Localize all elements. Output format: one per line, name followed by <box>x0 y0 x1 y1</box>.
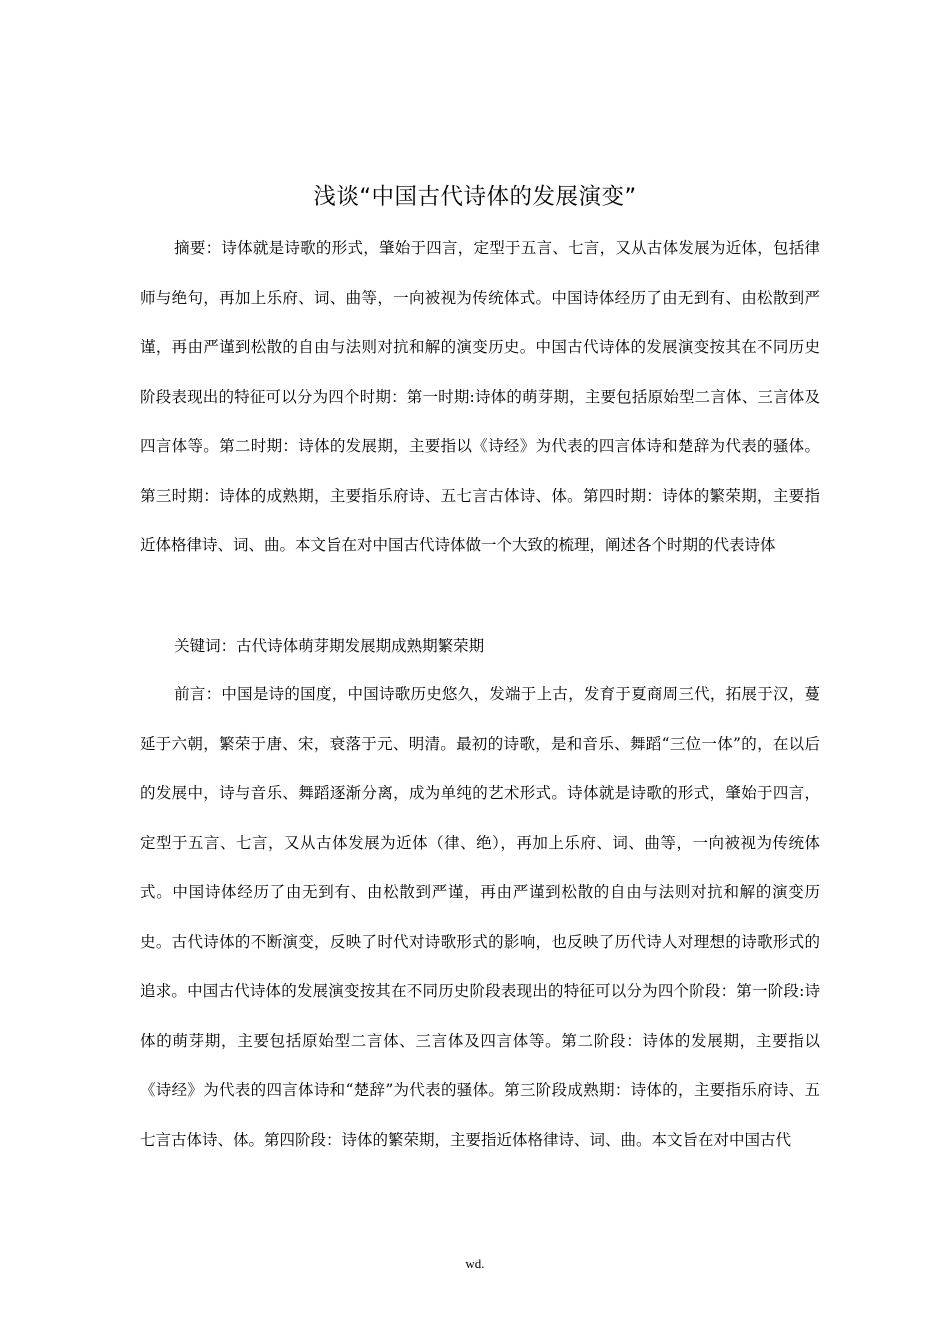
preface-section <box>140 670 820 1165</box>
keywords-paragraph: 关键词：古代诗体萌芽期发展期成熟期繁荣期 <box>174 637 485 655</box>
abstract-paragraph: 摘要：诗体就是诗歌的形式，肇始于四言，定型于五言、七言，又从古体发展为近体，包括律师与绝句，再加上乐府、词、曲等，一向被视为传统体式。中国诗体经历了由无到有、由松散到严谨，再由严谨到松散的自由与法则对抗和解的演变历史。中国古代诗体的发展演变按其在不同历史阶段表现出的特征可以分为四个时期：第一时期:诗体的萌芽期，主要包括原始型二言体、三言体及四言体等。第二时期：诗体的发展期，主要指以《诗经》为代表的四言体诗和楚辞为代表的骚体。第三时期：诗体的成熟期，主要指乐府诗、五七言古体诗、体。第四时期：诗体的繁荣期，主要指近体格律诗、词、曲。本文旨在对中国古代诗体做一个大致的梳理，阐述各个时期的代表诗体 <box>140 239 820 554</box>
keywords-section <box>140 622 820 672</box>
abstract-section <box>140 224 820 571</box>
preface-paragraph: 前言：中国是诗的国度，中国诗歌历史悠久，发端于上古，发育于夏商周三代，拓展于汉，蔓延于六朝，繁荣于唐、宋，衰落于元、明清。最初的诗歌，是和音乐、舞蹈“三位一体”的，在以后的发展中，诗与音乐、舞蹈逐渐分离，成为单纯的艺术形式。诗体就是诗歌的形式，肇始于四言，定型于五言、七言，又从古体发展为近体（律、绝），再加上乐府、词、曲等，一向被视为传统体式。中国诗体经历了由无到有、由松散到严谨，再由严谨到松散的自由与法则对抗和解的演变历史。古代诗体的不断演变，反映了时代对诗歌形式的影响，也反映了历代诗人对理想的诗歌形式的追求。中国古代诗体的发展演变按其在不同历史阶段表现出的特征可以分为四个阶段：第一阶段:诗体的萌芽期，主要包括原始型二言体、三言体及四言体等。第二阶段：诗体的发展期，主要指以《诗经》为代表的四言体诗和“楚辞”为代表的骚体。第三阶段成熟期：诗体的，主要指乐府诗、五七言古体诗、体。第四阶段：诗体的繁荣期，主要指近体格律诗、词、曲。本文旨在对中国古代 <box>140 685 820 1149</box>
document-title: 浅谈“中国古代诗体的发展演变” <box>313 184 637 210</box>
page-footer: wd. <box>465 1256 485 1271</box>
